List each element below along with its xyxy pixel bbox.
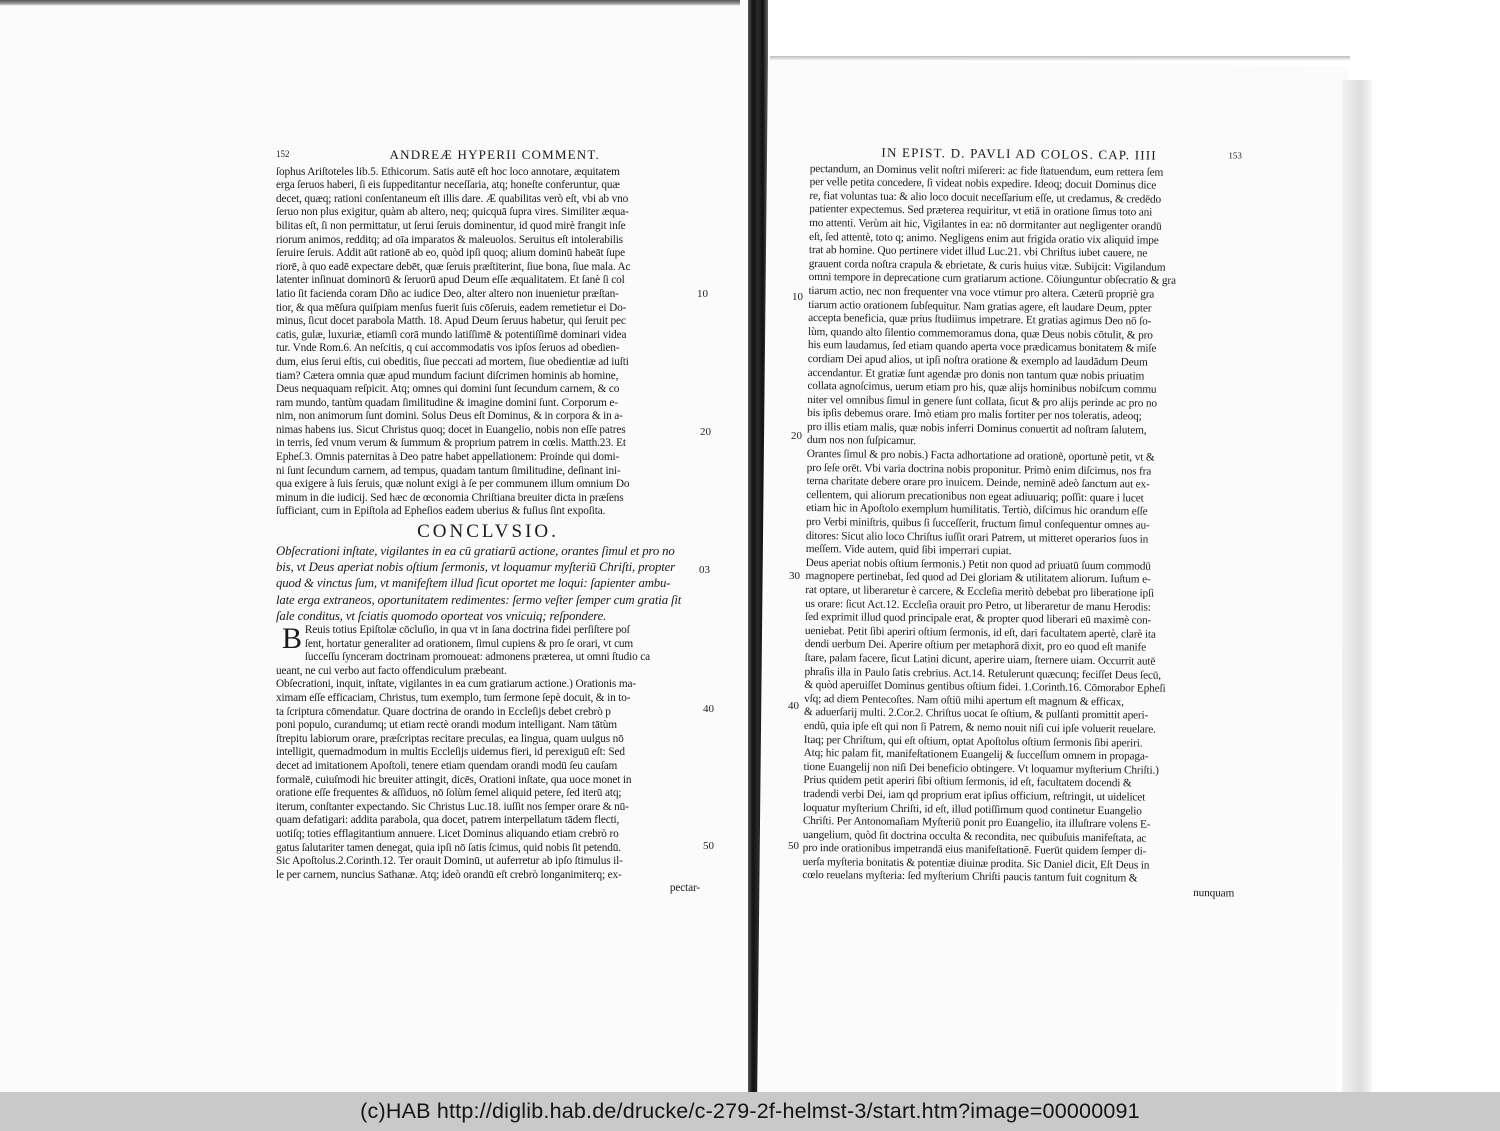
summary-line: Obſecrationi inſtate, vigilantes in ea cū gratiarū actione, orantes ſimul et pro no bbox=[276, 543, 675, 558]
text-line: minum in die iudicij. Sed hæc de œconomia Chriſtiana breuiter dicta in præſens bbox=[276, 491, 624, 504]
text-line: Reuis totius Epiſtolæ cōcluſio, in qua vt in ſana doctrina fidei perſiſtere poſ bbox=[304, 624, 630, 637]
text-line: erga ſeruos haberi, ſi eis ſuppeditantur neceſſaria, atq; honeſte conferuntur, quæ bbox=[276, 179, 620, 192]
text-line: ſucceſſu ſynceram doctrinam promoueat: admonens præterea, ut omni ſtudio ca bbox=[304, 651, 650, 664]
right-margin-number: 40 bbox=[788, 700, 799, 712]
text-line: trat ab homine. Quo pertinere videt illud Luc.21. vbi Chriſtus iubet cauere, ne bbox=[808, 244, 1148, 260]
text-line: Obſecrationi, inquit, inſtate, vigilantes in ea cum gratiarum actione.) Orationis ma- bbox=[276, 678, 636, 691]
right-margin-number: 30 bbox=[789, 570, 800, 582]
text-line: uerſa myſteria bonitatis & potentiæ diuinæ prodita. Sic Daniel dicit, Eſt Deus in bbox=[802, 855, 1150, 872]
conclusio-summary bbox=[276, 543, 700, 624]
text-line: pro illis etiam malis, quæ nobis inferri Dominus conuertit ad noſtram ſalutem, bbox=[806, 420, 1147, 437]
text-line: pectar- bbox=[669, 882, 700, 895]
left-page-text bbox=[276, 148, 700, 896]
text-line: ſtrepitu labiorum orare, præſcriptas recitare preculas, ea lingua, quam uulgus nō bbox=[276, 732, 624, 745]
text-line: dum nos non ſuſpicamur. bbox=[806, 434, 916, 448]
text-line: tradendi verbi Dei, iam qd proprium erat ipſius officium, reſtringit, ut uidelicet bbox=[803, 787, 1146, 804]
text-line: ni ſunt ſecundum carnem, ad tempus, quadam tantum ſimilitudine, deſinant ini- bbox=[276, 464, 621, 477]
text-line: eſt, ſed attentè, toto q; animo. Negligens enim aut frigida oratio vix aliquid impe bbox=[808, 230, 1159, 247]
text-line: grauent corda noſtra crapula & ebrietate, & curis huius vitæ. Subijcit: Vigilandum bbox=[808, 257, 1166, 274]
text-line: tior, & qua mēſura quiſpiam menſus fuerit ſuis cōſeruis, eadem remetietur ei Do- bbox=[276, 301, 627, 314]
text-line: intelligit, quemadmodum in multis Eccleſijs uidemus fieri, id perexiguū eſt: Sed bbox=[276, 746, 625, 759]
left-margin-number: 03 bbox=[699, 564, 710, 576]
text-line: magnopere pertinebat, ſed quod ad Dei gloriam & utilitatem aliorum. Iuſtum e- bbox=[805, 570, 1151, 586]
left-margin-number: 50 bbox=[703, 840, 714, 852]
right-page-number: 153 bbox=[1228, 150, 1242, 161]
page-edge-shadow bbox=[0, 0, 740, 6]
text-line: dum, eius ſerui eſtis, cui obeditis, ſiue peccati ad mortem, ſiue obedientiæ ad iuſti bbox=[276, 355, 629, 368]
text-line: tiarum actio, nec non frequenter vna voce vtimur pro altera. Cæterū propriè gra bbox=[808, 284, 1155, 301]
right-page-text bbox=[802, 145, 1242, 901]
text-line: Orantes ſimul & pro nobis.) Facta adhortatione ad orationē, oportunè petit, vt & bbox=[806, 448, 1155, 464]
text-line: minus, ſicut docet parabola Matth. 18. Apud Deum ſeruus habetur, qui ſeruit pec bbox=[276, 315, 626, 328]
text-line: terna charitate debere orare pro inuicem. Deinde, neminē adeò ſanctum aut ex- bbox=[806, 475, 1150, 491]
text-line: omni tempore in deprecatione cum gratiarum actione. Cōiunguntur obſecratio & gra bbox=[808, 271, 1176, 288]
page-edge-right bbox=[1342, 80, 1372, 1092]
footer-citation-bar bbox=[0, 1092, 1500, 1131]
text-line: ſufficiant, cum in Epiſtola ad Epheſios eadem uberius & fuſius ſint expoſita. bbox=[276, 505, 606, 518]
text-line: Atq; hic palam fit, manifeſtationem Euangelij & ſucceſſum omnem in propaga- bbox=[803, 747, 1149, 763]
text-line: iterum, conſtanter expectando. Sic Christus Luc.18. iuſſit nos ſemper orare & nū- bbox=[276, 800, 629, 813]
text-line: pectandum, an Dominus velit noſtri miſereri: ac fide ſtatuendum, eum rettera ſem bbox=[809, 162, 1164, 179]
text-line: ueant, ne cui verbo aut facto offendiculum præbeant. bbox=[276, 664, 507, 677]
right-margin-number: 20 bbox=[791, 430, 802, 442]
text-line: Chriſti. Per Antonomaſiam Myſteriū ponit pro Euangelio, ita illuſtrare volens E- bbox=[802, 815, 1151, 831]
drop-cap: B bbox=[282, 622, 302, 656]
left-running-head-title: ANDREÆ HYPERII COMMENT. bbox=[389, 147, 600, 162]
text-line: rat optare, ut liberaretur è carcere, & Eccleſia meritò debebat pro liberatione ipſi bbox=[805, 583, 1155, 600]
text-line: oratione eſſe frequentes & aſſiduos, nō ſolùm ſemel aliquid petere, ſed iterū atq; bbox=[276, 787, 622, 800]
text-line: ximam eſſe efficaciam, Christus, tum exemplo, tum ſermone ſepè docuit, & in to- bbox=[276, 692, 631, 705]
text-line: cœlo reuelans myſteria: ſed myſterium Chriſti paucis tantum fuit cognitum & bbox=[802, 869, 1138, 885]
summary-line: late erga extraneos, oportunitatem redimentes: ſermo veſter ſemper cum gratia ſit bbox=[276, 592, 682, 607]
text-line: le per carnem, nuncius Sathanæ. Atq; ideò orandū eſt crebrò longanimiterq; ex- bbox=[276, 868, 622, 881]
right-body-lines bbox=[802, 163, 1242, 902]
text-line: collata agnoſcimus, uerum etiam pro his, quæ alijs hominibus nobiſcum commu bbox=[807, 380, 1157, 396]
text-line: etiam hic in Apoſtolo exemplum humilitatis. Tertiò, diſcimus hic orandum eſſe bbox=[806, 502, 1148, 518]
text-line: patienter expectemus. Sed præterea requiritur, vt etiā in oratione ſimus toto ani bbox=[809, 203, 1153, 219]
text-line: bis ipſis debemus orare. Imò etiam pro malis fortiter per nos toleratis, adeoq; bbox=[807, 407, 1142, 423]
text-line: & aduerſarij multi. 2.Cor.2. Chriſtus uocat ſe oſtium, & pulſanti promittit aperi- bbox=[803, 706, 1149, 722]
text-line: Deus aperiat nobis oſtium ſermonis.) Petit non quod ad priuatū ſuum commodū bbox=[805, 556, 1151, 573]
text-line: mo attenti. Verùm ait hic, Vigilantes in ea: nō dormitanter aut negligenter orandū bbox=[809, 216, 1162, 233]
left-margin-number: 40 bbox=[703, 703, 714, 715]
text-line: cordiam Dei apud alios, ut ipſi noſtra oratione & exemplo ad laudādum Deum bbox=[807, 352, 1148, 369]
text-line: Epheſ.3. Omnis paternitas à Deo patre habet appellationem: Proinde qui domi- bbox=[276, 451, 620, 464]
text-line: tione Euangelij non niſi Dei beneficio obtingere. Vt loquamur myſterium Chriſti.) bbox=[803, 760, 1159, 777]
text-line: lùm, quando alto ſilentio commemoramus dona, quæ Deus nobis cōtulit, & pro bbox=[807, 325, 1153, 342]
text-line: ditores: Sicut alio loco Chriſtus iuſſit orari Patrem, ut mitteret operarios ſuos in bbox=[805, 529, 1149, 546]
text-line: Deus nequaquam reſpicit. Atq; omnes qui domini ſunt ſecundum carnem, & co bbox=[276, 383, 620, 396]
text-line: per velle petita concedere, ſi videat nobis expedire. Ideoq; docuit Dominus dice bbox=[809, 176, 1157, 192]
text-line: uangelium, quòd ſit doctrina occulta & recondita, nec quibuſuis manifeſtata, ac bbox=[802, 828, 1147, 845]
left-margin-number: 10 bbox=[697, 288, 708, 300]
text-line: meſſem. Vide autem, quid ſibi imperrari cupiat. bbox=[805, 543, 1012, 558]
text-line: ſent, hortatur generaliter ad orationem, ſimul cupiens & pro ſe orari, vt cum bbox=[304, 637, 634, 650]
left-margin-number: 20 bbox=[700, 426, 711, 438]
text-line: his eum laudamus, ſed etiam quando aperta voce prædicamus bonitatem & miſe bbox=[807, 339, 1157, 355]
text-line: poni populo, curandumq; ut etiam rectè orandi modum intelligant. Nam tātùm bbox=[276, 719, 617, 732]
text-line: cellentem, qui aliorum precationibus non egeat adiuuariq; poſſit: quare i lucet bbox=[806, 488, 1144, 505]
text-line: ueniebat. Petit ſibi aperiri oſtium ſermonis, id eſt, dari facultatem apertè, clarè ita bbox=[804, 624, 1156, 641]
right-running-head-title: IN EPIST. D. PAVLI AD COLOS. CAP. IIII bbox=[881, 144, 1157, 163]
text-line: Itaq; per Chriſtum, qui eſt oſtium, optat Apoſtolus oſtium ſermonis ſibi aperiri. bbox=[803, 733, 1143, 750]
text-line: accendantur. Et gratiæ ſunt agendæ pro donis non tantum quæ nobis priuatim bbox=[807, 366, 1145, 383]
right-margin-number: 50 bbox=[788, 840, 799, 852]
text-line: quam defatigari: addita parabola, qua docet, patrem interpellatum tādem flecti, bbox=[276, 814, 620, 827]
text-line: formalē, cuiuſmodi hic breuiter attingit, dicēs, Orationi inſtate, qua uoce monet in bbox=[276, 773, 632, 786]
text-line: ram mundo, tantùm quadam ſimilitudine & imagine domini ſunt. Corporum e- bbox=[276, 396, 618, 409]
text-line: us orare: ſicut Act.12. Eccleſia orauit pro Petro, ut liberaretur de manu Herodis: bbox=[805, 597, 1151, 614]
text-line: latio ſit facienda coram Dño ac iudice Deo, alter altero non inuenietur præſtan- bbox=[276, 287, 619, 300]
text-line: niter vel omnibus ſimul in genere ſunt collata, ſicut & pro alijs perinde ac pro no bbox=[807, 393, 1157, 410]
text-line: re, fiat voluntas tua: & alio loco docuit neceſſarium eſſe, ut credamus, & credēdo bbox=[809, 189, 1162, 206]
text-line: ſeruo non plus exigitur, quàm ab altero, neq; quicquā ſupra vires. Similiter æqua- bbox=[276, 206, 629, 219]
conclusio-heading: CONCLVSIO. bbox=[417, 521, 559, 543]
text-line: riorum animos, redditq; ad oīa imparatos & maleuolos. Seruitus eſt intolerabilis bbox=[276, 233, 623, 246]
summary-line: quod & vinctus ſum, vt manifeſtem illud ſicut oportet me loqui: ſapienter ambu- bbox=[276, 576, 671, 591]
text-line: vſq; ad diem Pentecoſtes. Nam oſtiū mihi apertum eſt magnum & efficax, bbox=[804, 692, 1124, 709]
text-line: endū, quia ipſe eſt qui non ſi Patrem, & nemo nouit niſi cui ipſe voluerit reuelare. bbox=[803, 719, 1156, 736]
text-line: tur. Vnde Rom.6. An neſcitis, q cui accommodatis vos ipſos ſeruos ad obedien- bbox=[276, 342, 620, 355]
text-line: tiarum actio orationem ſubſequitur. Nam gratias agere, eſt laudare Deum, ppter bbox=[808, 298, 1152, 315]
text-line: uotiſq; toties efflagitantium annuere. Licet Dominus aliquando etiam crebrò ro bbox=[276, 828, 619, 841]
text-line: latenter inſinuat dominorū & ſeruorū apud Deum eſſe æqualitatem. Et ſanè ſi col bbox=[276, 274, 625, 287]
summary-line: bis, vt Deus aperiat nobis oſtium ſermonis, vt loquamur myſteriū Chriſti, propter bbox=[276, 559, 676, 574]
text-line: pro Verbi miniſtris, quibus ſi ſucceſſerit, fructum ſimul conſequentur omnes au- bbox=[805, 516, 1150, 532]
left-body-lines bbox=[276, 166, 700, 519]
text-line: ſtare, palam facere, ſicut Latini dicunt, aperire uiam, ſternere uiam. Occurrit autē bbox=[804, 651, 1156, 668]
right-margin-number: 10 bbox=[792, 291, 803, 303]
text-line: decet ad imitationem Apoſtoli, tenere etiam quendam orandi modū ſeu cauſam bbox=[276, 760, 618, 773]
text-line: phraſis illa in Paulo ſatis crebrius. Act.14. Retulerunt quæcunq; feciſſet Deus ſecū, bbox=[804, 665, 1162, 682]
text-line: ſophus Ariſtoteles lib.5. Ethicorum. Satis autē eſt hoc loco annotare, æquitatem bbox=[276, 165, 620, 178]
conclusio-commentary bbox=[276, 624, 700, 896]
text-line: dendi uerbum Dei. Aperire oſtium per metaphorā dixit, pro eo quod eſt manife bbox=[804, 638, 1147, 654]
left-running-head bbox=[276, 148, 700, 162]
footer-citation: (c)HAB http://diglib.hab.de/drucke/c-279-2f-helmst-3/start.htm?image=00000091 bbox=[360, 1099, 1140, 1123]
summary-line: ſale conditus, vt ſciatis quomodo oporteat vos vnicuiq; reſpondere. bbox=[276, 608, 607, 623]
text-line: nim, non animorum ſunt domini. Solus Deus eſt Dominus, & in corpora & in a- bbox=[276, 410, 623, 423]
left-page-number: 152 bbox=[276, 149, 290, 159]
text-line: Sic Apoſtolus.2.Corinth.12. Ter orauit Dominū, ut auferretur ab ipſo ſtimulus il- bbox=[276, 855, 623, 868]
text-line: riorē, à quo eadē expectare debēt, quæ ſeruis præſtiterint, ſiue bona, ſiue mala. Ac bbox=[276, 260, 631, 273]
text-line: ta ſcriptura cōmendatur. Quare doctrina de orando in Eccleſijs debet crebrò p bbox=[276, 705, 611, 718]
text-line: nunquam bbox=[1193, 887, 1235, 900]
text-line: nimas habens ius. Sicut Christus quoq; docet in Euangelio, nobis non eſſe patres bbox=[276, 423, 626, 436]
text-line: accepta beneficia, quæ prius ſtudiimus impetrare. Et gratias agimus Deo nō ſo- bbox=[808, 312, 1152, 328]
text-line: in terris, ſed vnum verum & ſummum & proprium patrem in cœlis. Matth.23. Et bbox=[276, 437, 626, 450]
text-line: loquatur myſterium Chriſti, id eſt, illud potiſſimum quod continetur Euangelio bbox=[802, 801, 1142, 818]
text-line: Prius quidem petit aperiri ſibi oſtium ſermonis, id eſt, facultatem docendi & bbox=[803, 774, 1132, 790]
text-line: ſed exprimit illud quod principale erat, & propter quod liberari eū maximè con- bbox=[804, 611, 1152, 627]
text-line: qua exigere à ſuis ſeruis, quæ nolunt exigi à ſe per communem illum omnium Do bbox=[276, 478, 630, 491]
text-line: decet, quæq; rationi conſentaneum eſt illis dare. Æ quabilitas verò eſt, vbi ab vno bbox=[276, 192, 629, 205]
text-line: ſeruire ſeruis. Addit aūt rationē ab eo, quòd ipſi quoq; alium dominū habeāt ſupe bbox=[276, 247, 625, 260]
text-line: bilitas eſt, ſi non permittatur, ut ſerui ſeruis dominentur, id quod mirè frangit inſe bbox=[276, 219, 626, 232]
text-line: pro inde orationibus impetrandā eius manifeſtationē. Fuerūt quidem ſemper di- bbox=[802, 842, 1147, 858]
text-line: pro ſeſe orēt. Vbi varia doctrina nobis proponitur. Primò enim diſcimus, nos fra bbox=[806, 461, 1152, 478]
text-line: & quòd aperuiſſet Dominus gentibus oſtium fidei. 1.Corinth.16. Cōmorabor Epheſi bbox=[804, 679, 1166, 695]
text-line: gatus ſalutariter tamen denegat, quia ipſi nō ſatis ſcimus, quid nobis ſit petendū. bbox=[276, 841, 621, 854]
text-line: catis, gulæ, luxuriæ, etiamſi corā mundo latiſſimē & potentiſſimē dominari videa bbox=[276, 328, 627, 341]
text-line: tiam? Cætera omnia quæ apud mundum faciunt diſcrimen hominis ab homine, bbox=[276, 369, 619, 382]
